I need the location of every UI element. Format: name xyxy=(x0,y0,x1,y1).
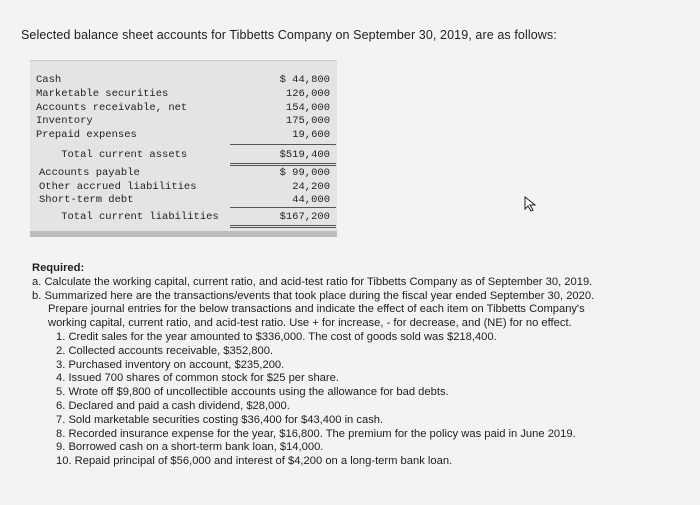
total-double-line-bottom xyxy=(230,165,336,166)
subtotal-line xyxy=(230,144,336,145)
row-label-marketable-securities: Marketable securities xyxy=(36,88,169,100)
transaction-item: 3. Purchased inventory on account, $235,200. xyxy=(56,358,285,371)
row-value-other-accrued-liabilities: 24,200 xyxy=(292,181,330,193)
row-value-total-current-liabilities: $167,200 xyxy=(279,211,330,223)
row-label-cash: Cash xyxy=(36,74,62,86)
mouse-cursor-icon xyxy=(524,196,538,212)
subtotal-line-liabilities xyxy=(230,207,336,208)
balance-sheet-table xyxy=(30,60,337,236)
required-heading: Required: xyxy=(32,262,85,274)
row-value-inventory: 175,000 xyxy=(285,115,330,127)
transaction-item: 2. Collected accounts receivable, $352,800. xyxy=(56,344,274,357)
required-part-b-line2: Prepare journal entries for the below transactions and indicate the effect of each item on Tibbetts Company's xyxy=(48,303,585,316)
row-value-total-current-assets: $519,400 xyxy=(279,149,330,161)
row-value-marketable-securities: 126,000 xyxy=(285,88,330,100)
transaction-item: 5. Wrote off $9,800 of uncollectible accounts using the allowance for bad debts. xyxy=(56,386,449,399)
row-value-prepaid-expenses: 19,600 xyxy=(292,129,330,141)
row-value-accounts-payable: $ 99,000 xyxy=(279,167,330,179)
transaction-item: 10. Repaid principal of $56,000 and interest of $4,200 on a long-term bank loan. xyxy=(56,455,453,468)
row-label-total-current-assets: Total current assets xyxy=(36,149,188,161)
row-value-short-term-debt: 44,000 xyxy=(292,194,330,206)
row-label-other-accrued-liabilities: Other accrued liabilities xyxy=(39,181,197,193)
liabilities-double-line-bottom xyxy=(230,227,336,228)
required-part-b-line1: b. Summarized here are the transactions/events that took place during the fiscal year ended September 30, 2020. xyxy=(32,289,595,302)
transaction-item: 7. Sold marketable securities costing $36,400 for $43,400 in cash. xyxy=(56,413,384,426)
row-label-accounts-payable: Accounts payable xyxy=(39,167,140,179)
table-bottom-border xyxy=(30,231,337,237)
row-label-inventory: Inventory xyxy=(36,115,93,127)
row-label-total-current-liabilities: Total current liabilities xyxy=(36,211,219,223)
required-part-b-line3: working capital, current ratio, and acid-test ratio. Use + for increase, - for decrease, and (NE) for no effect. xyxy=(48,317,572,330)
row-value-accounts-receivable: 154,000 xyxy=(285,102,330,114)
row-label-accounts-receivable: Accounts receivable, net xyxy=(36,102,188,114)
transaction-item: 6. Declared and paid a cash dividend, $28,000. xyxy=(56,399,290,412)
transaction-item: 9. Borrowed cash on a short-term bank loan, $14,000. xyxy=(56,441,324,454)
transaction-item: 1. Credit sales for the year amounted to $336,000. The cost of goods sold was $218,400. xyxy=(56,330,497,343)
row-label-short-term-debt: Short-term debt xyxy=(39,194,134,206)
page-title: Selected balance sheet accounts for Tibbetts Company on September 30, 2019, are as follows: xyxy=(21,28,557,42)
row-value-cash: $ 44,800 xyxy=(279,74,330,86)
required-section xyxy=(32,262,692,469)
liabilities-double-line-top xyxy=(230,225,336,226)
total-double-line-top xyxy=(230,163,336,164)
required-part-a: a. Calculate the working capital, current ratio, and acid-test ratio for Tibbetts Company as of September 30, 2019. xyxy=(32,275,593,288)
transaction-item: 8. Recorded insurance expense for the year, $16,800. The premium for the policy was paid in June 2019. xyxy=(56,427,576,440)
transaction-item: 4. Issued 700 shares of common stock for $25 per share. xyxy=(56,372,339,385)
row-label-prepaid-expenses: Prepaid expenses xyxy=(36,129,137,141)
